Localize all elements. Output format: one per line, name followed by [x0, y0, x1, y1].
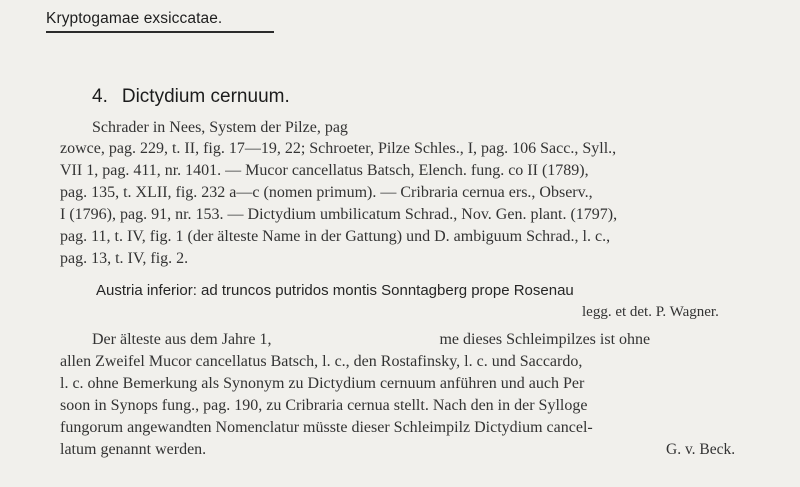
synonymy-line: pag. 11, t. IV, fig. 1 (der älteste Name in der Gattung) und D. ambiguum Schrad., l. c.,: [60, 228, 611, 245]
note-line: l. c. ohne Bemerkung als Synonym zu Dictydium cernuum anführen und auch Per: [60, 375, 585, 392]
locality-line: Austria inferior: ad truncos putridos montis Sonntagberg prope Rosenau: [96, 282, 574, 299]
note-fragment: Der älteste aus dem Jahre 1,: [92, 331, 272, 348]
collector-line: legg. et det. P. Wagner.: [582, 304, 719, 320]
note-line: latum genannt werden.: [60, 441, 207, 458]
note-line: fungorum angewandten Nomenclatur müsste dieser Schleimpilz Dictydium cancel-: [60, 419, 593, 436]
note-line: allen Zweifel Mucor cancellatus Batsch, l. c., den Rostafinsky, l. c. und Saccardo,: [60, 353, 583, 370]
species-name: Dictydium cernuum.: [121, 86, 290, 107]
note-line: soon in Synops fung., pag. 190, zu Cribraria cernua stellt. Nach den in der Sylloge: [60, 397, 588, 414]
note-fragment: me dieses Schleimpilzes ist ohne: [439, 331, 651, 348]
synonymy-line: zowce, pag. 229, t. II, fig. 17—19, 22; Schroeter, Pilze Schles., I, pag. 106 Sacc., Syll.,: [60, 140, 617, 157]
header-title: Kryptogamae exsiccatae.: [46, 10, 223, 27]
synonymy-line: Schrader in Nees, System der Pilze, pag: [92, 119, 348, 136]
synonymy-line: pag. 13, t. IV, fig. 2.: [60, 250, 189, 267]
entry-title: [92, 86, 290, 108]
entry-number: 4.: [92, 86, 108, 107]
signature: G. v. Beck.: [666, 441, 736, 458]
synonymy-line: I (1796), pag. 91, nr. 153. — Dictydium umbilicatum Schrad., Nov. Gen. plant. (1797),: [60, 206, 618, 223]
synonymy-line: pag. 135, t. XLII, fig. 232 a—c (nomen primum). — Cribraria cernua ers., Observ.,: [60, 184, 593, 201]
page-header: [46, 8, 274, 33]
synonymy-line: VII 1, pag. 411, nr. 1401. — Mucor cancellatus Batsch, Elench. fung. co II (1789),: [60, 162, 589, 179]
note-line: [92, 330, 650, 350]
